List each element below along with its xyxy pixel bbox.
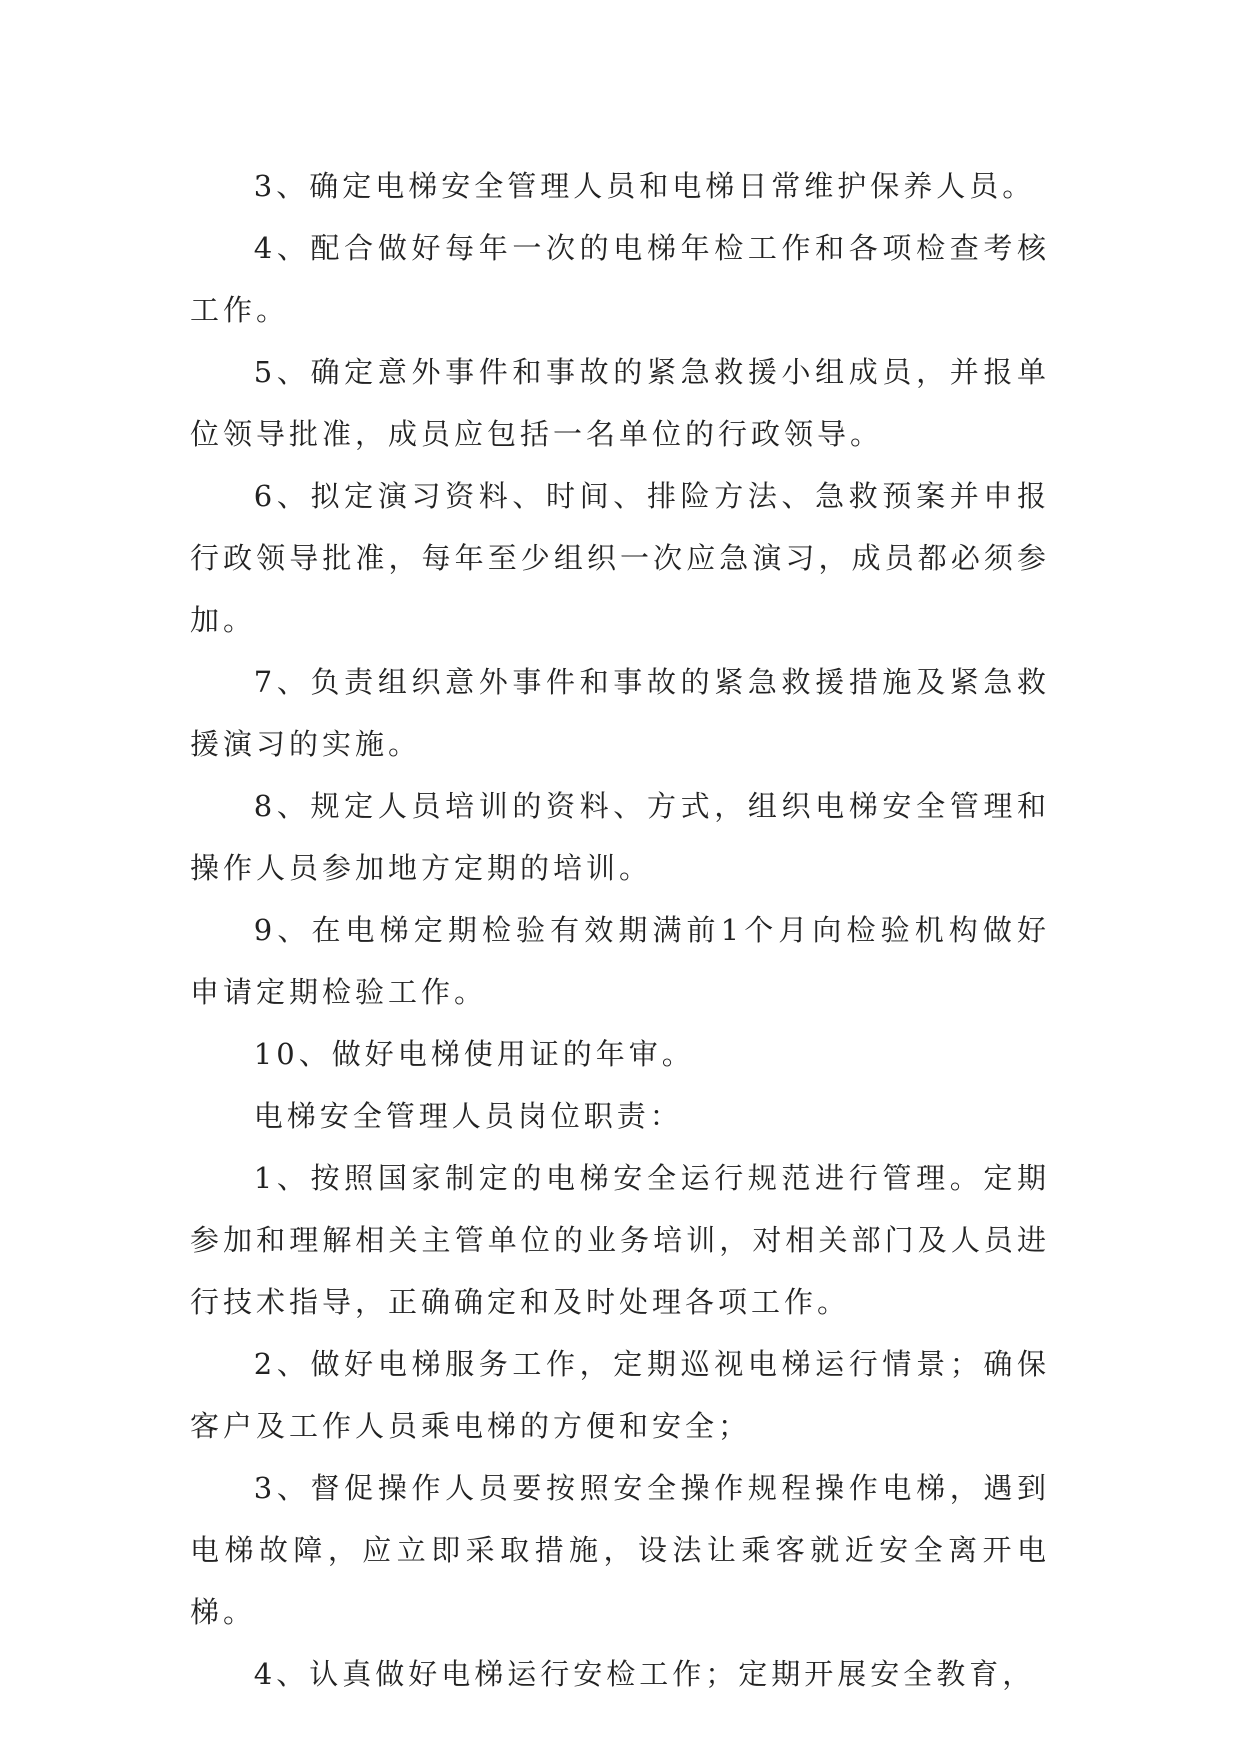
document-body	[190, 155, 1050, 1705]
paragraph: 9、在电梯定期检验有效期满前1个月向检验机构做好申请定期检验工作。	[190, 913, 1050, 1009]
section-heading: 电梯安全管理人员岗位职责：	[253, 1099, 683, 1133]
paragraph: 4、配合做好每年一次的电梯年检工作和各项检查考核工作。	[190, 231, 1050, 327]
paragraph: 3、督促操作人员要按照安全操作规程操作电梯，遇到电梯故障，应立即采取措施，设法让乘客就近安全离开电梯。	[190, 1471, 1050, 1629]
paragraph: 3、确定电梯安全管理人员和电梯日常维护保养人员。	[253, 169, 1036, 203]
paragraph: 6、拟定演习资料、时间、排险方法、急救预案并申报行政领导批准，每年至少组织一次应急演习，成员都必须参加。	[190, 479, 1050, 637]
paragraph: 4、认真做好电梯运行安检工作；定期开展安全教育，	[253, 1657, 1036, 1691]
paragraph: 8、规定人员培训的资料、方式，组织电梯安全管理和操作人员参加地方定期的培训。	[190, 789, 1050, 885]
paragraph: 1、按照国家制定的电梯安全运行规范进行管理。定期参加和理解相关主管单位的业务培训，对相关部门及人员进行技术指导，正确确定和及时处理各项工作。	[190, 1161, 1050, 1319]
paragraph: 7、负责组织意外事件和事故的紧急救援措施及紧急救援演习的实施。	[190, 665, 1050, 761]
paragraph: 5、确定意外事件和事故的紧急救援小组成员，并报单位领导批准，成员应包括一名单位的行政领导。	[190, 355, 1050, 451]
paragraph: 10、做好电梯使用证的年审。	[253, 1037, 695, 1071]
paragraph: 2、做好电梯服务工作，定期巡视电梯运行情景；确保客户及工作人员乘电梯的方便和安全；	[190, 1347, 1050, 1443]
